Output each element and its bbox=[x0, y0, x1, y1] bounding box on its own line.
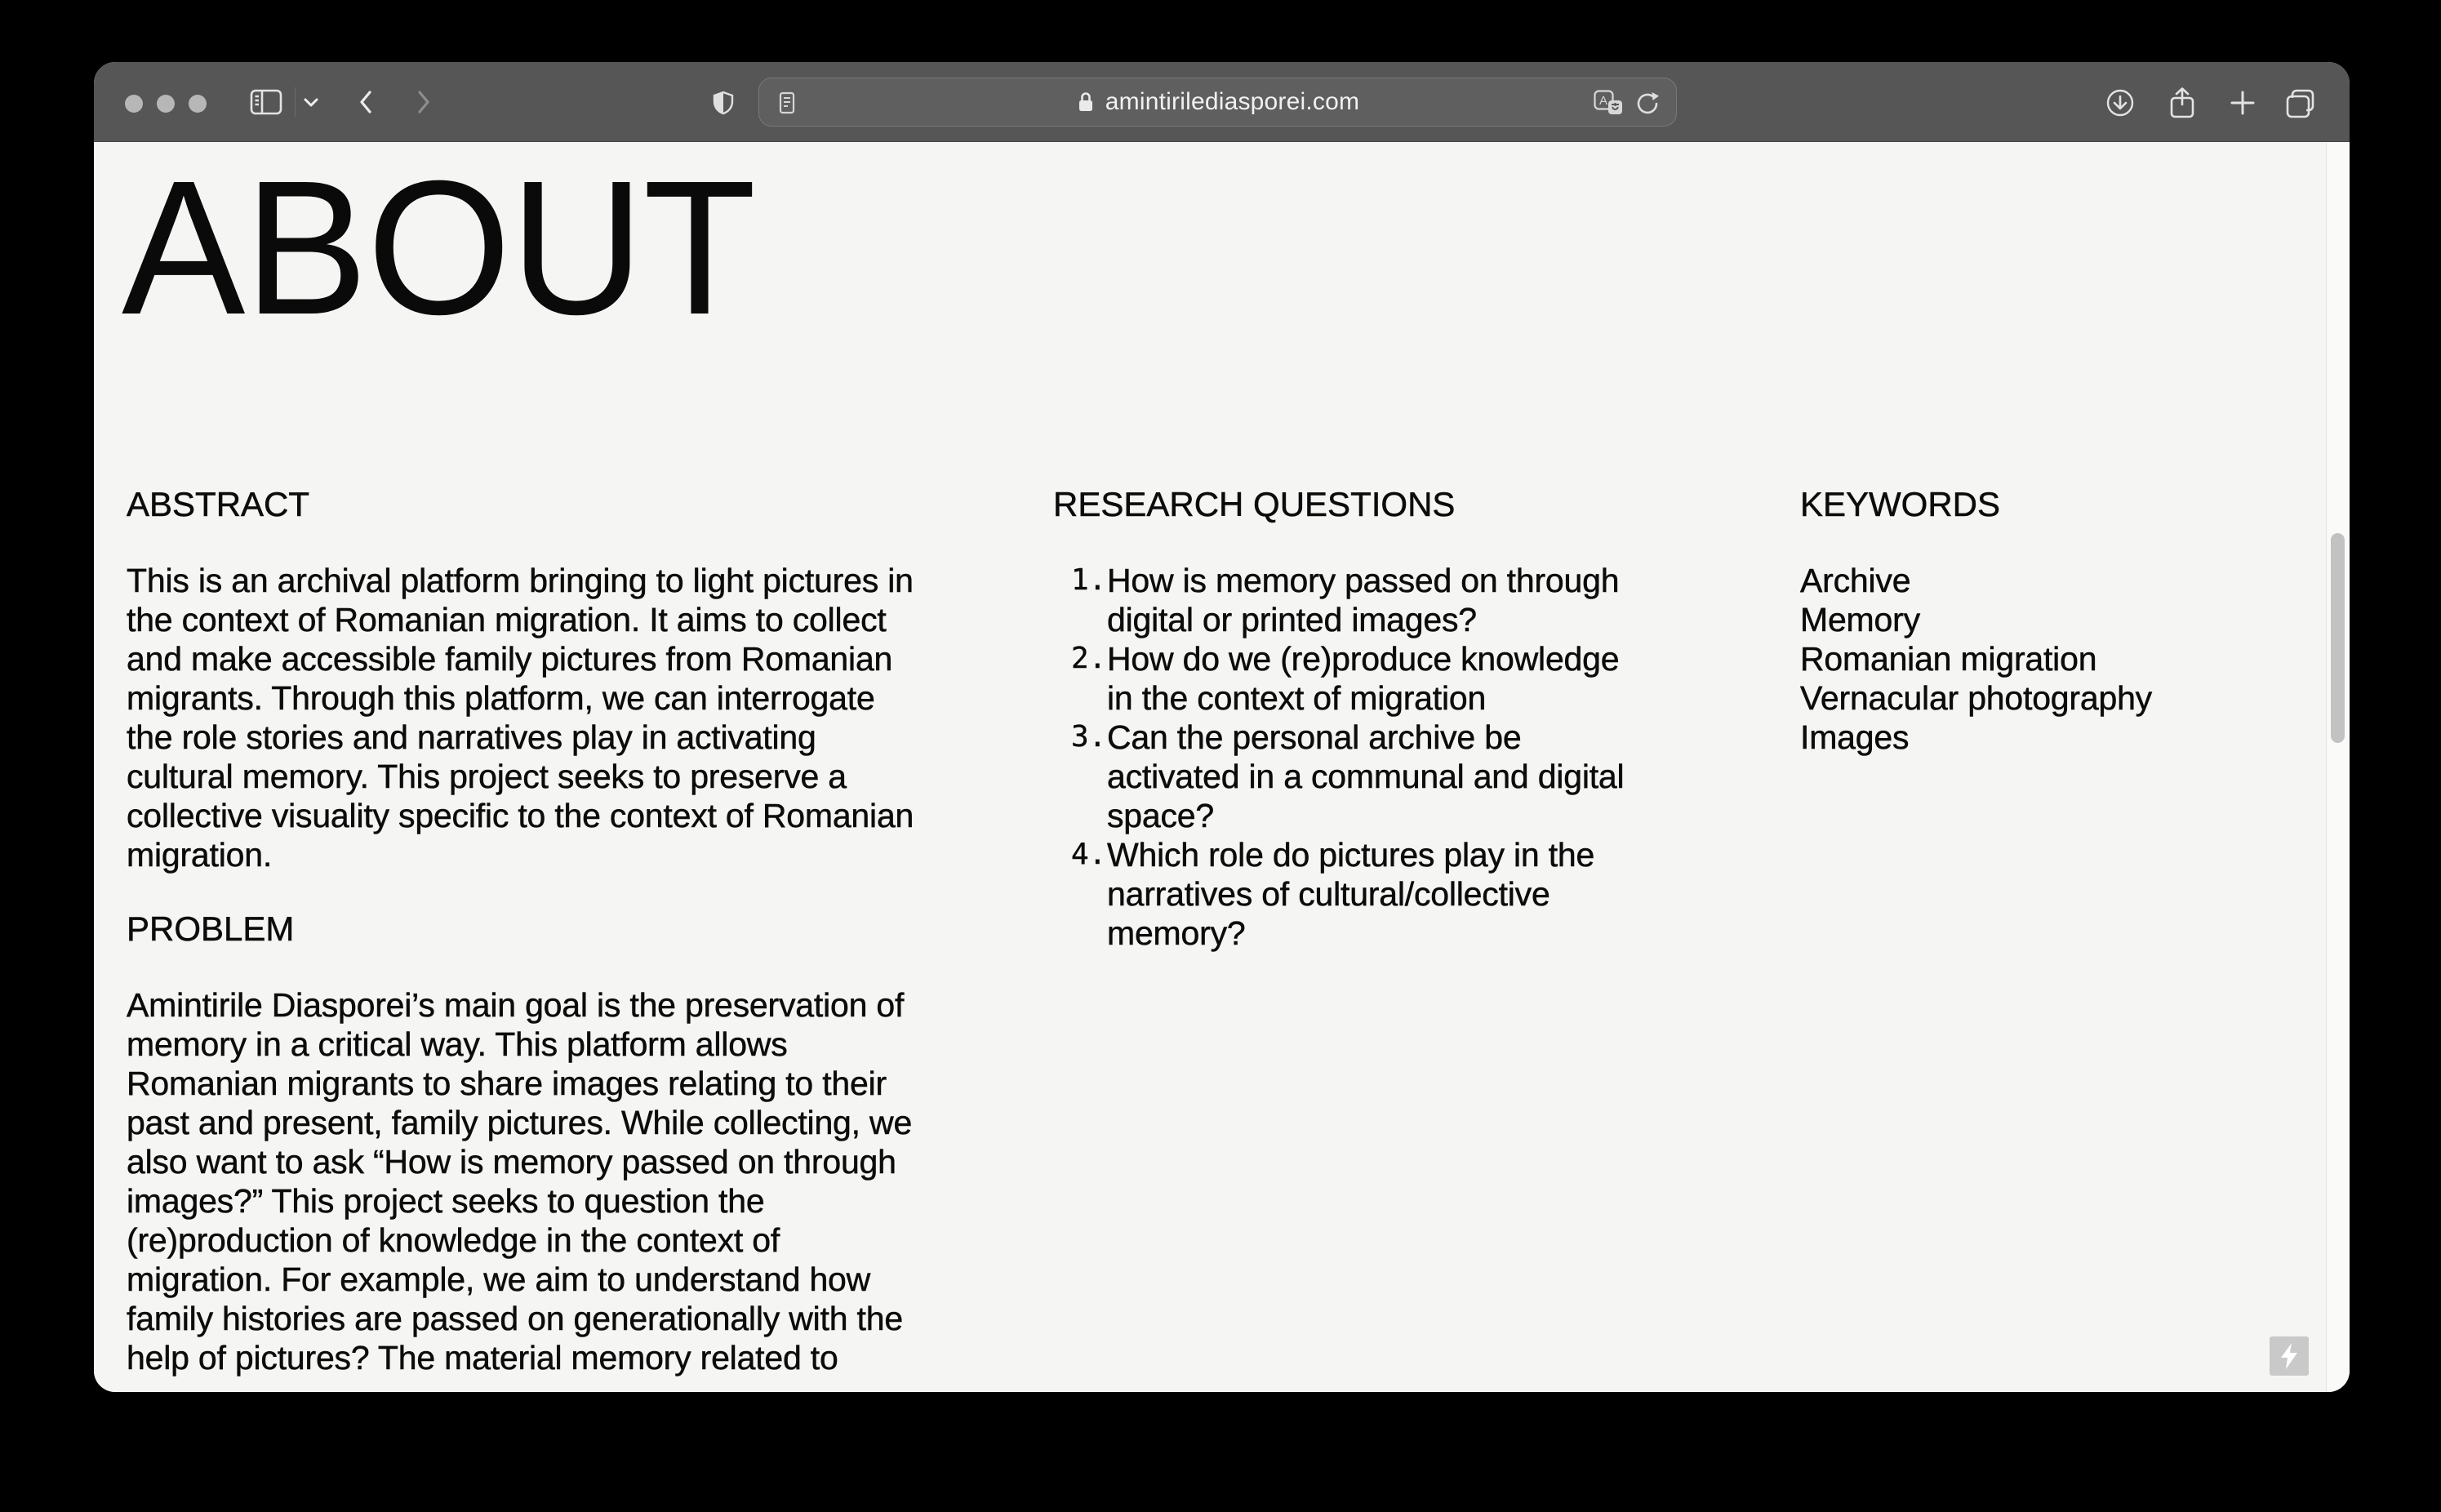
share-icon bbox=[2168, 87, 2196, 119]
list-number: 3. bbox=[1071, 720, 1106, 754]
back-button[interactable] bbox=[357, 90, 375, 114]
list-number: 2. bbox=[1071, 642, 1106, 675]
chevron-down-icon bbox=[303, 97, 319, 109]
url-text: amintirilediasporei.com bbox=[1105, 88, 1360, 115]
sidebar-toggle-button[interactable] bbox=[249, 88, 283, 116]
keywords-heading: KEYWORDS bbox=[1800, 485, 2001, 523]
keywords-list bbox=[1800, 561, 2306, 757]
close-button[interactable] bbox=[125, 95, 143, 113]
lightning-icon bbox=[2279, 1342, 2300, 1370]
translate-button[interactable] bbox=[1593, 89, 1625, 118]
list-number: 4. bbox=[1071, 838, 1106, 871]
lock-icon bbox=[1076, 90, 1096, 114]
abstract-section bbox=[127, 484, 918, 1377]
zoom-button[interactable] bbox=[189, 95, 207, 113]
download-icon bbox=[2105, 88, 2135, 118]
keyword-item: Memory bbox=[1800, 601, 1920, 638]
list-text: Which role do pictures play in the narratives of cultural/collective memory? bbox=[1107, 836, 1595, 952]
page-content bbox=[94, 142, 2350, 1392]
traffic-lights bbox=[125, 95, 207, 113]
new-tab-icon bbox=[2230, 90, 2256, 116]
address-bar[interactable] bbox=[758, 78, 1677, 127]
list-item bbox=[1071, 561, 1788, 639]
keyword-item: Vernacular photography bbox=[1800, 679, 2152, 717]
reload-button[interactable] bbox=[1634, 90, 1661, 118]
list-number: 1. bbox=[1071, 563, 1106, 597]
scrollbar-track[interactable] bbox=[2327, 142, 2350, 1392]
page-title: ABOUT bbox=[122, 142, 756, 354]
research-questions-section bbox=[1053, 484, 1788, 953]
list-text: How is memory passed on through digital or printed images? bbox=[1107, 562, 1620, 638]
quick-action-widget[interactable] bbox=[2270, 1336, 2309, 1376]
downloads-button[interactable] bbox=[2105, 87, 2136, 118]
sidebar-menu-button[interactable] bbox=[302, 96, 320, 109]
privacy-report-button[interactable] bbox=[711, 90, 736, 116]
browser-window bbox=[94, 62, 2350, 1392]
keyword-item: Images bbox=[1800, 718, 1910, 756]
sidebar-icon bbox=[250, 89, 282, 115]
problem-text: Amintirile Diasporei’s main goal is the preservation of memory in a critical way. This platform allows Romanian migrants to share images relating to their past and present, family pictures. While collecting, we also want to ask “How is memory passed on through images?” This project seeks to question the (re)production of knowledge in the context of migration. For example, we aim to understand how family histories are passed on generationally with the help of pictures? The material memory related to bbox=[127, 986, 913, 1376]
back-icon bbox=[358, 90, 373, 114]
research-questions-list bbox=[1053, 561, 1788, 953]
translate-icon bbox=[1594, 90, 1625, 118]
research-questions-heading: RESEARCH QUESTIONS bbox=[1053, 485, 1456, 523]
svg-text:A: A bbox=[1599, 94, 1608, 108]
browser-toolbar bbox=[94, 62, 2350, 142]
list-text: How do we (re)produce knowledge in the context of migration bbox=[1107, 640, 1620, 717]
keyword-item: Romanian migration bbox=[1800, 640, 2097, 678]
address-text-group bbox=[759, 78, 1676, 126]
shield-icon bbox=[713, 91, 734, 115]
list-item bbox=[1071, 835, 1788, 953]
abstract-heading: ABSTRACT bbox=[127, 485, 310, 523]
forward-button[interactable] bbox=[415, 90, 433, 114]
list-item bbox=[1071, 639, 1788, 718]
forward-icon bbox=[416, 90, 431, 114]
tab-overview-icon bbox=[2285, 88, 2318, 119]
list-text: Can the personal archive be activated in a communal and digital space? bbox=[1107, 718, 1625, 834]
tab-overview-button[interactable] bbox=[2284, 87, 2319, 120]
keywords-section bbox=[1800, 484, 2306, 757]
reload-icon bbox=[1635, 91, 1660, 117]
scrollbar-thumb[interactable] bbox=[2331, 533, 2345, 743]
keyword-item: Archive bbox=[1800, 562, 1911, 599]
new-tab-button[interactable] bbox=[2229, 89, 2256, 117]
abstract-text: This is an archival platform bringing to light pictures in the context of Romanian migration. It aims to collect and make accessible family pictures from Romanian migrants. Through this platform, we can interrogate the role stories and narratives play in activating cultural memory. This project seeks to preserve a collective visuality specific to the context of Romanian migration. bbox=[127, 562, 914, 874]
problem-heading: PROBLEM bbox=[127, 909, 295, 948]
minimize-button[interactable] bbox=[157, 95, 175, 113]
share-button[interactable] bbox=[2167, 86, 2198, 120]
toolbar-divider bbox=[295, 87, 296, 117]
list-item bbox=[1071, 718, 1788, 835]
